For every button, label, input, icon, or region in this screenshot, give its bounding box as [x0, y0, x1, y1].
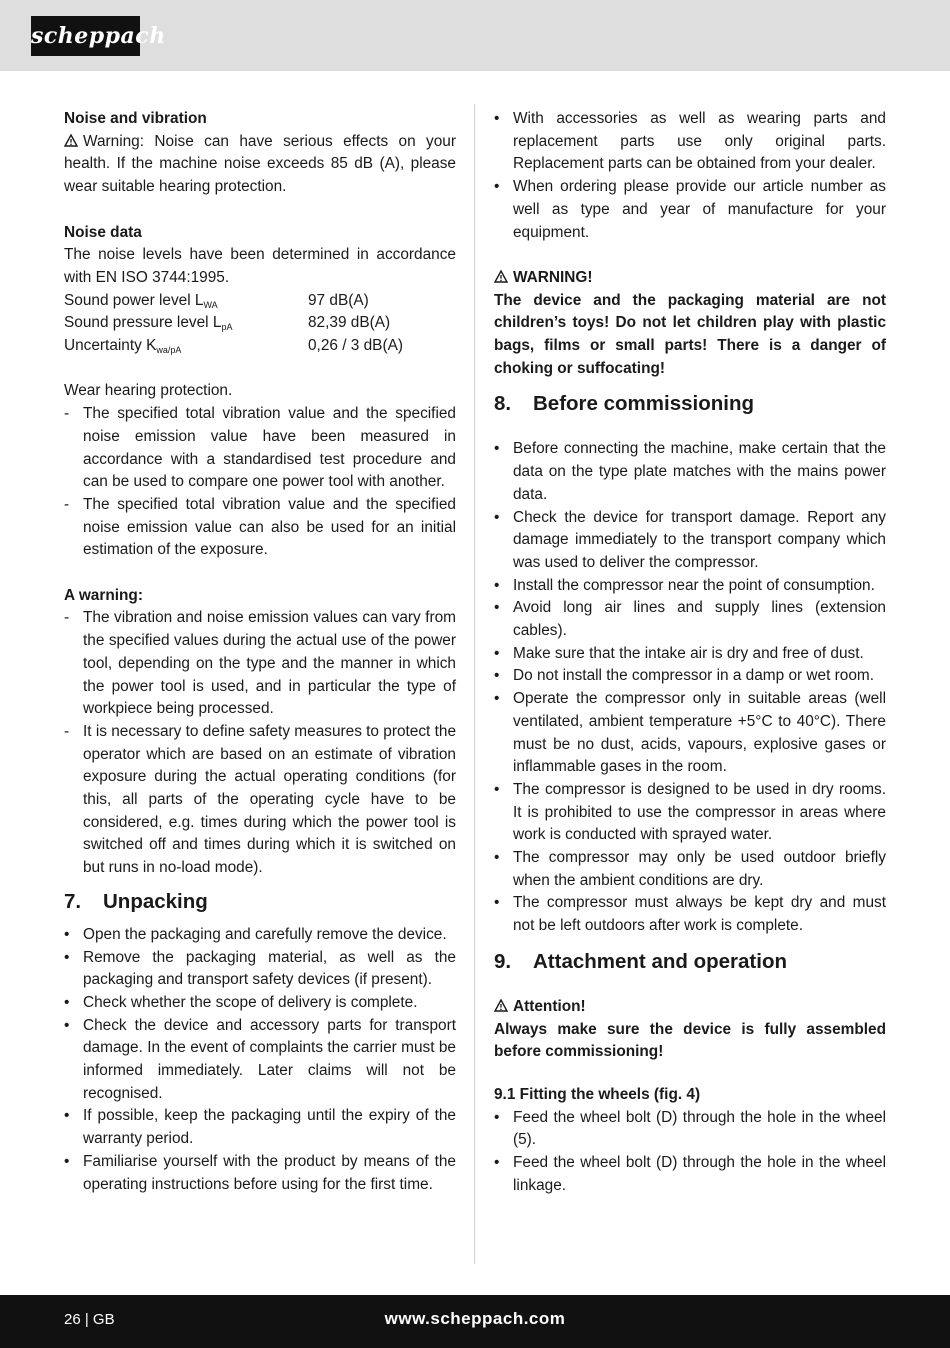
noise-data-subscript: pA: [221, 322, 233, 333]
noise-data-subscript: wa/pA: [156, 345, 182, 356]
attention-title: Attention!: [513, 997, 586, 1015]
list-item: [64, 924, 456, 947]
bullet-marker: •: [494, 644, 500, 662]
noise-data-row: [64, 312, 456, 335]
list-item: [64, 992, 456, 1015]
list-item-text: The compressor may only be used outdoor briefly when the ambient conditions are dry.: [513, 849, 886, 889]
section-9-number: 9.: [494, 949, 512, 973]
list-item: [494, 108, 886, 176]
section-8-heading: [494, 390, 886, 418]
bullet-marker: •: [494, 440, 500, 458]
list-item-text: Install the compressor near the point of consumption.: [513, 576, 875, 594]
commissioning-list: [494, 438, 886, 937]
unpacking-list: [64, 924, 456, 1196]
list-item: [494, 688, 886, 779]
section-7-title: Unpacking: [103, 889, 208, 913]
spec-list: [64, 403, 456, 562]
list-item-text: The compressor must always be kept dry and must not be left outdoors after work is complete.: [513, 894, 886, 935]
noise-data-intro: The noise levels have been determined in accordance with EN ISO 3744:1995.: [64, 246, 456, 286]
wear-protection-text: Wear hearing protection.: [64, 382, 233, 400]
list-item: [494, 575, 886, 598]
warning-title: WARNING!: [513, 268, 593, 286]
wheels-list: [494, 1107, 886, 1198]
list-item: [64, 607, 456, 721]
awarning-title: A warning:: [64, 586, 143, 604]
section-8-title: Before commissioning: [533, 392, 754, 416]
noise-warning-text: Warning: Noise can have serious effects on your health. If the machine noise exceeds 85 dB (A), please wear suitable hearing protection.: [64, 132, 456, 196]
left-column: [64, 108, 456, 1196]
list-item: [64, 494, 456, 562]
dash-marker: -: [64, 609, 70, 627]
bullet-marker: •: [494, 599, 500, 617]
list-item-text: The specified total vibration value and the specified noise emission value have been measured in accordance with a standardised test procedure and can be used to compare one power tool with another.: [83, 405, 456, 491]
warning-heading: [494, 267, 886, 290]
list-item: [494, 643, 886, 666]
bullet-marker: •: [494, 178, 500, 196]
list-item-text: If possible, keep the packaging until the expiry of the warranty period.: [83, 1107, 456, 1148]
list-item-text: With accessories as well as wearing parts and replacement parts use only original parts. Replacement parts can be obtained from your dealer.: [513, 110, 886, 173]
list-item: [494, 597, 886, 642]
bullet-marker: •: [494, 894, 500, 912]
bullet-marker: •: [64, 1016, 70, 1034]
list-item-text: Make sure that the intake air is dry and free of dust.: [513, 644, 864, 662]
list-item-text: When ordering please provide our article number as well as type and year of manufacture for your equipment.: [513, 178, 886, 241]
noise-data-value: 97 dB(A): [308, 291, 369, 309]
noise-warning-paragraph: [64, 131, 456, 199]
dash-marker: -: [64, 722, 70, 740]
list-item: [494, 507, 886, 575]
section-9-title: Attachment and operation: [533, 949, 787, 973]
list-item: [64, 1151, 456, 1196]
noise-data-label: Sound power level L: [64, 291, 204, 309]
bullet-marker: •: [494, 110, 500, 127]
list-item-text: Operate the compressor only in suitable areas (well ventilated, ambient temperature +5°C to 40°C). There must be no dust, acids, vapours, explosive gases or inflammable gases in the room.: [513, 690, 886, 776]
list-item: [494, 847, 886, 892]
bullet-marker: •: [64, 993, 70, 1011]
list-item: [494, 1152, 886, 1197]
noise-data-table: [64, 290, 456, 358]
bullet-marker: •: [64, 1107, 70, 1125]
list-item: [64, 403, 456, 494]
dash-marker: -: [64, 405, 70, 423]
wheels-title: 9.1 Fitting the wheels (fig. 4): [494, 1086, 701, 1103]
list-item-text: Familiarise yourself with the product by means of the operating instructions before using for the first time.: [83, 1152, 456, 1193]
list-item: [494, 176, 886, 244]
list-item: [494, 438, 886, 506]
bullet-marker: •: [64, 1152, 70, 1170]
awarning-list: [64, 607, 456, 879]
list-item-text: It is necessary to define safety measures to protect the operator which are based on an estimate of vibration exposure during the actual operating conditions (for this, all parts of the operating cycle have to be considered, e.g. times during which the power tool is switched off and times during which it is switched on but runs in no-load mode).: [83, 722, 456, 877]
warning-triangle-icon: [494, 270, 508, 283]
brand-logo: scheppach: [31, 16, 140, 56]
noise-data-label: Sound pressure level L: [64, 314, 222, 332]
noise-data-label: Uncertainty K: [64, 337, 157, 355]
noise-data-label-cell: [64, 312, 308, 335]
bullet-marker: •: [64, 948, 70, 966]
list-item-text: Avoid long air lines and supply lines (extension cables).: [513, 599, 886, 640]
noise-data-title: Noise data: [64, 223, 142, 241]
list-item: [494, 892, 886, 937]
list-item: [494, 779, 886, 847]
warning-text: The device and the packaging material are not children’s toys! Do not let children play with plastic bags, films or small parts! There is a danger of choking or suffocating!: [494, 291, 886, 377]
list-item-text: The compressor is designed to be used in dry rooms. It is prohibited to use the compressor in areas where work is conducted with sprayed water.: [513, 780, 886, 844]
right-column: [494, 108, 886, 1198]
list-item: [494, 665, 886, 688]
warning-triangle-icon: [64, 134, 78, 147]
section-9-heading: [494, 948, 886, 976]
list-item-text: Open the packaging and carefully remove the device.: [83, 925, 447, 943]
noise-data-value: 82,39 dB(A): [308, 314, 391, 332]
list-item-text: The specified total vibration value and the specified noise emission value can also be used for an initial estimation of the exposure.: [83, 495, 456, 559]
bullet-marker: •: [494, 1108, 500, 1126]
bullet-marker: •: [494, 508, 500, 526]
bullet-marker: •: [494, 576, 500, 594]
section-7-heading: [64, 888, 456, 916]
bullet-marker: •: [494, 780, 500, 798]
list-item-text: Before connecting the machine, make certain that the data on the type plate matches with the mains power data.: [513, 440, 886, 503]
page-number: 26 | GB: [64, 1311, 115, 1328]
list-item: [64, 947, 456, 992]
noise-vibration-title: Noise and vibration: [64, 110, 207, 127]
bullet-marker: •: [494, 690, 500, 708]
noise-data-label-cell: [64, 335, 308, 358]
list-item-text: Check the device and accessory parts for transport damage. In the event of complaints the carrier must be informed immediately. Later claims will not be recognised.: [83, 1016, 456, 1102]
noise-data-value: 0,26 / 3 dB(A): [308, 337, 403, 355]
attention-text: Always make sure the device is fully assembled before commissioning!: [494, 1020, 886, 1061]
list-item-text: Feed the wheel bolt (D) through the hole in the wheel linkage.: [513, 1154, 886, 1194]
list-item: [494, 1107, 886, 1152]
list-item-text: Check the device for transport damage. Report any damage immediately to the transport company which was used to deliver the compressor.: [513, 508, 886, 571]
bullet-marker: •: [494, 667, 500, 685]
noise-data-label-cell: [64, 290, 308, 313]
column-divider: [474, 104, 475, 1264]
website-link[interactable]: www.scheppach.com: [384, 1309, 566, 1328]
bullet-marker: •: [494, 849, 500, 867]
list-item-text: Feed the wheel bolt (D) through the hole in the wheel (5).: [513, 1108, 886, 1149]
list-item: [64, 1015, 456, 1106]
list-item: [64, 721, 456, 880]
bullet-marker: •: [64, 925, 70, 943]
list-item: [64, 1105, 456, 1150]
noise-data-row: [64, 335, 456, 358]
list-item-text: Check whether the scope of delivery is complete.: [83, 993, 418, 1011]
noise-data-subscript: WA: [203, 299, 218, 310]
section-7-number: 7.: [64, 889, 82, 913]
parts-list: [494, 108, 886, 244]
dash-marker: -: [64, 495, 70, 513]
attention-heading: [494, 996, 886, 1019]
section-8-number: 8.: [494, 392, 512, 416]
list-item-text: Remove the packaging material, as well as the packaging and transport safety devices (if present).: [83, 948, 456, 989]
warning-triangle-icon: [494, 999, 508, 1012]
footer-bar: [0, 1295, 950, 1348]
bullet-marker: •: [494, 1154, 500, 1172]
list-item-text: The vibration and noise emission values can vary from the specified values during the actual use of the power tool, depending on the type and the manner in which the power tool is used, and in particular the type of workpiece being processed.: [83, 609, 456, 718]
header-bar: [0, 0, 950, 71]
list-item-text: Do not install the compressor in a damp or wet room.: [513, 667, 874, 685]
noise-data-row: [64, 290, 456, 313]
